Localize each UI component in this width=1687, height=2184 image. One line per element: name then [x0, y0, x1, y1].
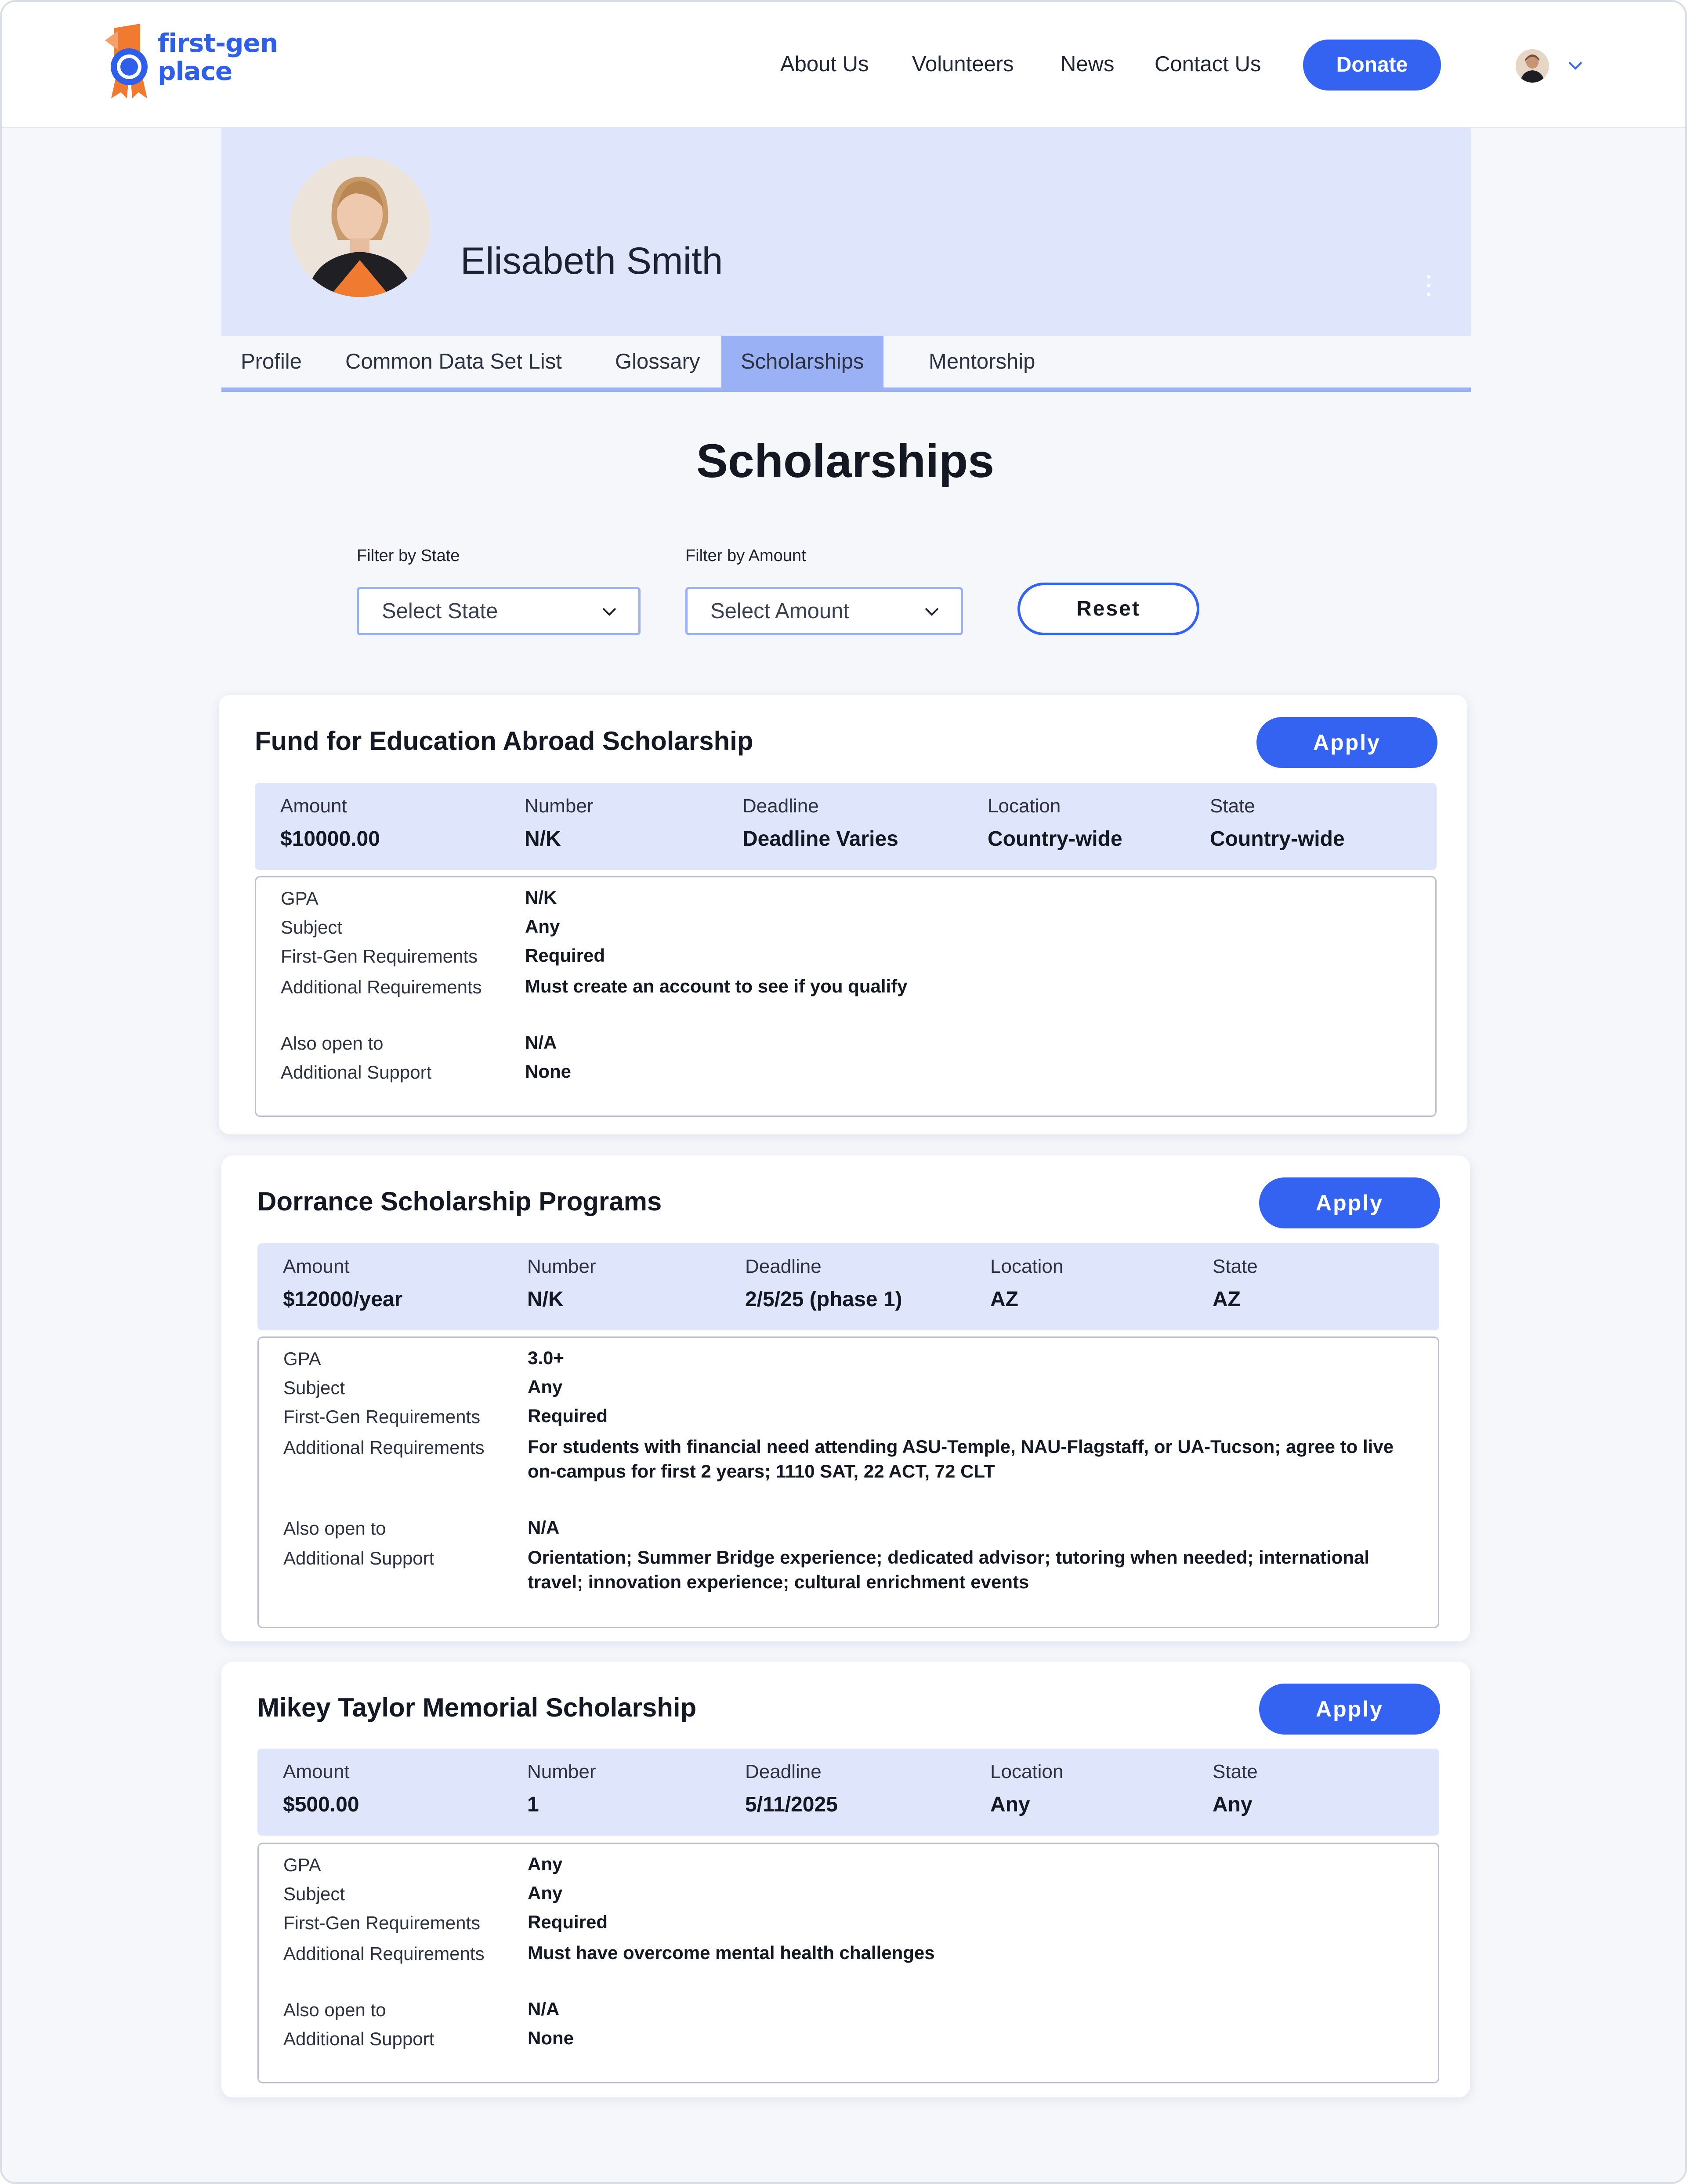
amount-value: $500.00	[283, 1793, 359, 1816]
gpa-label: GPA	[281, 888, 319, 909]
scholarship-details	[255, 876, 1437, 1117]
nav-about-us[interactable]: About Us	[780, 52, 869, 76]
subject-value: Any	[525, 916, 560, 937]
number-value: N/K	[527, 1288, 564, 1311]
tab-common-data-set-list[interactable]: Common Data Set List	[345, 350, 562, 373]
state-label: State	[1213, 1256, 1258, 1277]
number-value: 1	[527, 1793, 539, 1816]
gpa-label: GPA	[283, 1854, 321, 1875]
additional-requirements-value: For students with financial need attending ASU-Temple, NAU-Flagstaff, or UA-Tucson; agree to live on-campus for first 2 years; 1110 SAT, 22 ACT, 72 CLT	[528, 1436, 1394, 1481]
additional-requirements-label: Additional Requirements	[283, 1437, 485, 1458]
amount-label: Amount	[283, 1761, 350, 1782]
deadline-label: Deadline	[745, 1256, 822, 1277]
number-label: Number	[527, 1256, 596, 1277]
number-value: N/K	[525, 827, 561, 851]
state-value: Country-wide	[1210, 827, 1345, 851]
location-value: AZ	[990, 1288, 1018, 1311]
amount-select[interactable]	[685, 587, 963, 635]
apply-button[interactable]: Apply	[1256, 717, 1437, 768]
state-label: State	[1213, 1761, 1258, 1782]
additional-requirements-label: Additional Requirements	[281, 977, 482, 997]
first-gen-value: Required	[525, 945, 605, 966]
location-label: Location	[988, 795, 1061, 817]
additional-requirements-value: Must create an account to see if you qualify	[525, 976, 908, 996]
page-title: Scholarships	[696, 434, 995, 487]
state-value: Any	[1213, 1793, 1253, 1816]
rocket-ribbon-icon	[105, 23, 153, 100]
additional-support-value: Orientation; Summer Bridge experience; dedicated advisor; tutoring when needed; international travel; innovation experience; cultural enrichment events	[528, 1547, 1369, 1592]
scholarship-title: Mikey Taylor Memorial Scholarship	[257, 1693, 697, 1722]
scholarship-details	[257, 1843, 1439, 2083]
amount-label: Amount	[280, 795, 347, 817]
gpa-value: Any	[528, 1854, 563, 1874]
additional-support-label: Additional Support	[283, 1548, 434, 1568]
amount-value: $12000/year	[283, 1288, 403, 1311]
scholarship-details	[257, 1336, 1439, 1628]
gpa-value: N/K	[525, 887, 557, 908]
nav-contact-us[interactable]: Contact Us	[1155, 52, 1261, 76]
logo-text-line1: first-gen	[158, 28, 278, 58]
profile-portrait-icon	[290, 156, 430, 297]
state-select[interactable]	[357, 587, 641, 635]
tab-profile[interactable]: Profile	[241, 350, 302, 373]
subject-label: Subject	[283, 1883, 345, 1904]
amount-value: $10000.00	[280, 827, 380, 851]
scholarship-summary	[255, 783, 1437, 870]
apply-button[interactable]: Apply	[1259, 1684, 1440, 1735]
also-open-label: Also open to	[283, 1999, 386, 2020]
user-avatar[interactable]	[1516, 49, 1549, 83]
location-label: Location	[990, 1256, 1064, 1277]
number-label: Number	[527, 1761, 596, 1782]
subject-label: Subject	[283, 1377, 345, 1398]
additional-support-value: None	[528, 2028, 574, 2048]
tab-scholarships[interactable]: Scholarships	[721, 336, 883, 388]
also-open-value: N/A	[528, 1999, 560, 2019]
site-header	[2, 2, 1687, 128]
apply-button[interactable]: Apply	[1259, 1177, 1440, 1228]
reset-button[interactable]: Reset	[1017, 583, 1199, 635]
first-gen-value: Required	[528, 1405, 608, 1426]
gpa-label: GPA	[283, 1348, 321, 1369]
amount-label: Amount	[283, 1256, 350, 1277]
also-open-label: Also open to	[283, 1518, 386, 1539]
scholarship-card	[221, 1155, 1470, 1641]
deadline-label: Deadline	[745, 1761, 822, 1782]
scholarship-summary	[257, 1749, 1439, 1836]
scholarship-title: Fund for Education Abroad Scholarship	[255, 726, 753, 756]
nav-news[interactable]: News	[1061, 52, 1115, 76]
deadline-value: Deadline Varies	[742, 827, 898, 851]
first-gen-label: First-Gen Requirements	[283, 1406, 481, 1427]
profile-tabs	[221, 336, 1471, 391]
additional-support-value: None	[525, 1061, 571, 1082]
deadline-value: 2/5/25 (phase 1)	[745, 1288, 902, 1311]
amount-select-value: Select Amount	[710, 599, 849, 623]
gpa-value: 3.0+	[528, 1347, 564, 1368]
state-value: AZ	[1213, 1288, 1241, 1311]
scholarship-card	[219, 695, 1467, 1134]
logo[interactable]	[105, 23, 290, 102]
number-label: Number	[525, 795, 594, 817]
also-open-value: N/A	[525, 1032, 557, 1053]
profile-photo	[290, 156, 430, 297]
scholarship-title: Dorrance Scholarship Programs	[257, 1187, 662, 1216]
state-label: State	[1210, 795, 1255, 817]
additional-support-label: Additional Support	[281, 1062, 432, 1083]
first-gen-value: Required	[528, 1912, 608, 1932]
subject-value: Any	[528, 1376, 563, 1397]
chevron-down-icon[interactable]	[1565, 55, 1586, 76]
additional-support-label: Additional Support	[283, 2028, 434, 2049]
first-gen-label: First-Gen Requirements	[281, 946, 478, 967]
scholarship-card	[221, 1662, 1470, 2097]
location-value: Any	[990, 1793, 1030, 1816]
subject-label: Subject	[281, 917, 343, 938]
logo-text-line2: place	[158, 56, 232, 86]
donate-button[interactable]: Donate	[1303, 40, 1441, 91]
tab-glossary[interactable]: Glossary	[615, 350, 700, 373]
location-label: Location	[990, 1761, 1064, 1782]
also-open-label: Also open to	[281, 1033, 384, 1054]
profile-name: Elisabeth Smith	[460, 240, 723, 282]
deadline-label: Deadline	[742, 795, 819, 817]
additional-requirements-label: Additional Requirements	[283, 1943, 485, 1964]
filter-amount-label: Filter by Amount	[685, 547, 806, 565]
location-value: Country-wide	[988, 827, 1122, 851]
subject-value: Any	[528, 1883, 563, 1903]
person-avatar-icon	[1516, 49, 1549, 83]
filter-state-label: Filter by State	[357, 547, 460, 565]
additional-requirements-value: Must have overcome mental health challenges	[528, 1942, 935, 1963]
tab-underline	[221, 388, 1471, 392]
scholarship-summary	[257, 1243, 1439, 1330]
chevron-down-icon	[923, 606, 941, 618]
also-open-value: N/A	[528, 1517, 560, 1538]
nav-volunteers[interactable]: Volunteers	[912, 52, 1014, 76]
tab-mentorship[interactable]: Mentorship	[929, 350, 1035, 373]
deadline-value: 5/11/2025	[745, 1793, 838, 1816]
first-gen-label: First-Gen Requirements	[283, 1912, 481, 1933]
chevron-down-icon	[601, 606, 618, 618]
state-select-value: Select State	[382, 599, 498, 623]
more-options-icon[interactable]	[1425, 273, 1432, 300]
